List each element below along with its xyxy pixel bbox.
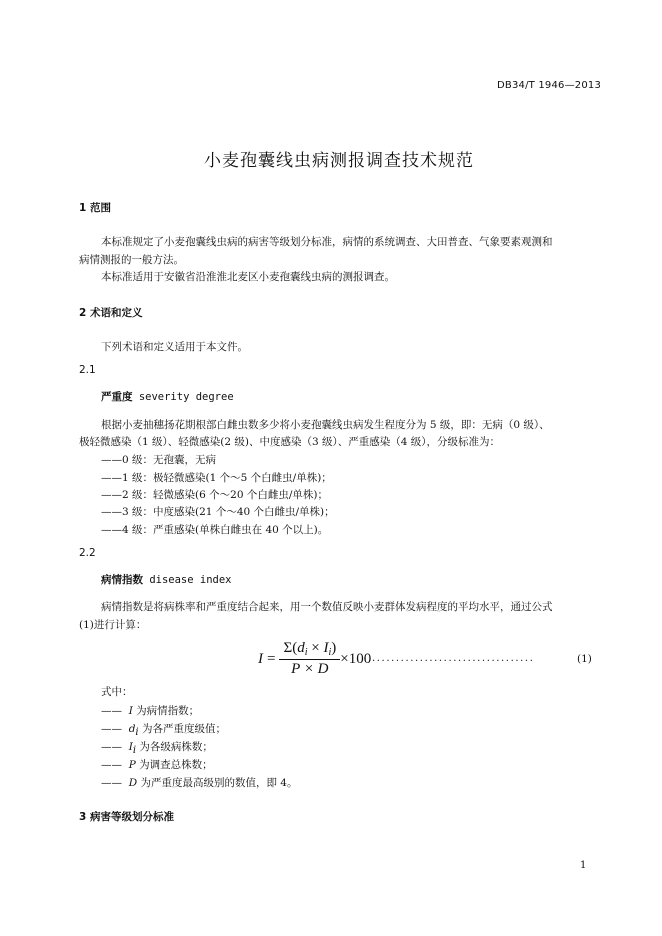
formula-numerator: [279, 640, 340, 660]
page-number: 1: [580, 860, 587, 871]
subsection-2-2-number: 2.2: [79, 547, 96, 559]
section-1-paragraph-1-line-1: 本标准规定了小麦孢囊线虫病的病害等级划分标准，病情的系统调查、大田普查、气象要素观测和: [101, 236, 553, 248]
variable-item-P: [101, 757, 213, 774]
document-code: DB34/T 1946—2013: [497, 80, 602, 91]
term-disease-index-en: disease index: [143, 574, 232, 586]
formula-d: d: [297, 640, 305, 656]
formula-number: (1): [577, 653, 592, 665]
disease-index-definition-line-2: (1)进行计算：: [79, 619, 147, 631]
variable-item-D: [101, 775, 297, 792]
severity-level-2: ——2 级：轻微感染(6 个～20 个白雌虫/单株)；: [101, 489, 328, 501]
formula-where-label: 式中：: [101, 686, 133, 698]
term-severity-degree-zh: 严重度: [101, 391, 133, 403]
variable-description: 为调查总株数；: [135, 759, 213, 771]
document-title: 小麦孢囊线虫病测报调查技术规范: [204, 151, 474, 171]
section-2-heading: 2 术语和定义: [79, 307, 143, 319]
formula-lhs: I: [258, 650, 263, 667]
subsection-2-1-number: 2.1: [79, 364, 96, 376]
variable-description: 为各严重度级值；: [138, 723, 226, 735]
disease-index-formula: [258, 638, 371, 680]
section-1-paragraph-1-line-2: 病情测报的一般方法。: [79, 254, 184, 266]
variable-dash: ——: [101, 723, 122, 735]
severity-level-4: ——4 级：严重感染(单株白雌虫在 40 个以上)。: [101, 524, 329, 536]
severity-definition-line-2: 极轻微感染（1 级）、轻微感染(2 级)、中度感染（3 级）、严重感染（4 级），分级标准为：: [79, 436, 501, 448]
severity-level-1: ——1 级：极轻微感染(1 个～5 个白雌虫/单株)；: [101, 472, 332, 484]
variable-symbol: P: [128, 759, 136, 771]
section-1-paragraph-2: 本标准适用于安徽省沿淮淮北麦区小麦孢囊线虫病的测报调查。: [101, 271, 395, 283]
section-1-heading: 1 范围: [79, 202, 111, 214]
variable-dash: ——: [101, 705, 122, 717]
section-3-heading: 3 病害等级划分标准: [79, 811, 174, 823]
formula-sigma: Σ(: [283, 640, 298, 656]
formula-sub-i-2: i: [328, 647, 332, 658]
severity-definition-line-1: 根据小麦抽穗扬花期根部白雌虫数多少将小麦孢囊线虫病发生程度分为 5 级，即：无病（0 级）、: [101, 419, 550, 431]
variable-item-I: [101, 703, 199, 720]
term-severity-degree: [101, 389, 234, 404]
variable-dash: ——: [101, 777, 122, 789]
variable-description: 为严重度最高级别的数值，即 4。: [137, 777, 298, 789]
variable-symbol: I: [128, 741, 133, 753]
variable-subscript: i: [132, 745, 137, 756]
variable-item-Ii: [101, 739, 213, 756]
term-disease-index-zh: 病情指数: [101, 574, 143, 586]
section-2-intro: 下列术语和定义适用于本文件。: [101, 341, 248, 353]
variable-dash: ——: [101, 741, 122, 753]
formula-denominator: P × D: [291, 661, 329, 677]
variable-symbol: I: [128, 705, 133, 717]
variable-symbol: d: [128, 723, 136, 735]
term-disease-index: [101, 572, 232, 587]
formula-leader-dots: ..................................: [372, 653, 535, 664]
formula-I: I: [323, 640, 329, 656]
variable-description: 为各级病株数；: [136, 741, 213, 753]
variable-subscript: i: [135, 727, 139, 738]
formula-multiplier: ×100: [340, 650, 372, 667]
term-severity-degree-en: severity degree: [132, 391, 234, 403]
severity-level-3: ——3 级：中度感染(21 个～40 个白雌虫/单株)；: [101, 506, 335, 518]
severity-level-0: ——0 级：无孢囊，无病: [101, 454, 217, 466]
variable-description: 为病情指数；: [132, 705, 200, 717]
formula-close-paren: ): [331, 640, 337, 656]
formula-equals: =: [267, 650, 276, 667]
variable-item-di: [101, 721, 226, 738]
disease-index-definition-line-1: 病情指数是将病株率和严重度结合起来，用一个数值反映小麦群体发病程度的平均水平，通过公式: [101, 601, 553, 613]
formula-times: ×: [307, 640, 324, 656]
formula-sub-i-1: i: [304, 647, 308, 658]
formula-fraction: [279, 640, 340, 678]
variable-symbol: D: [128, 777, 138, 789]
variable-dash: ——: [101, 759, 122, 771]
